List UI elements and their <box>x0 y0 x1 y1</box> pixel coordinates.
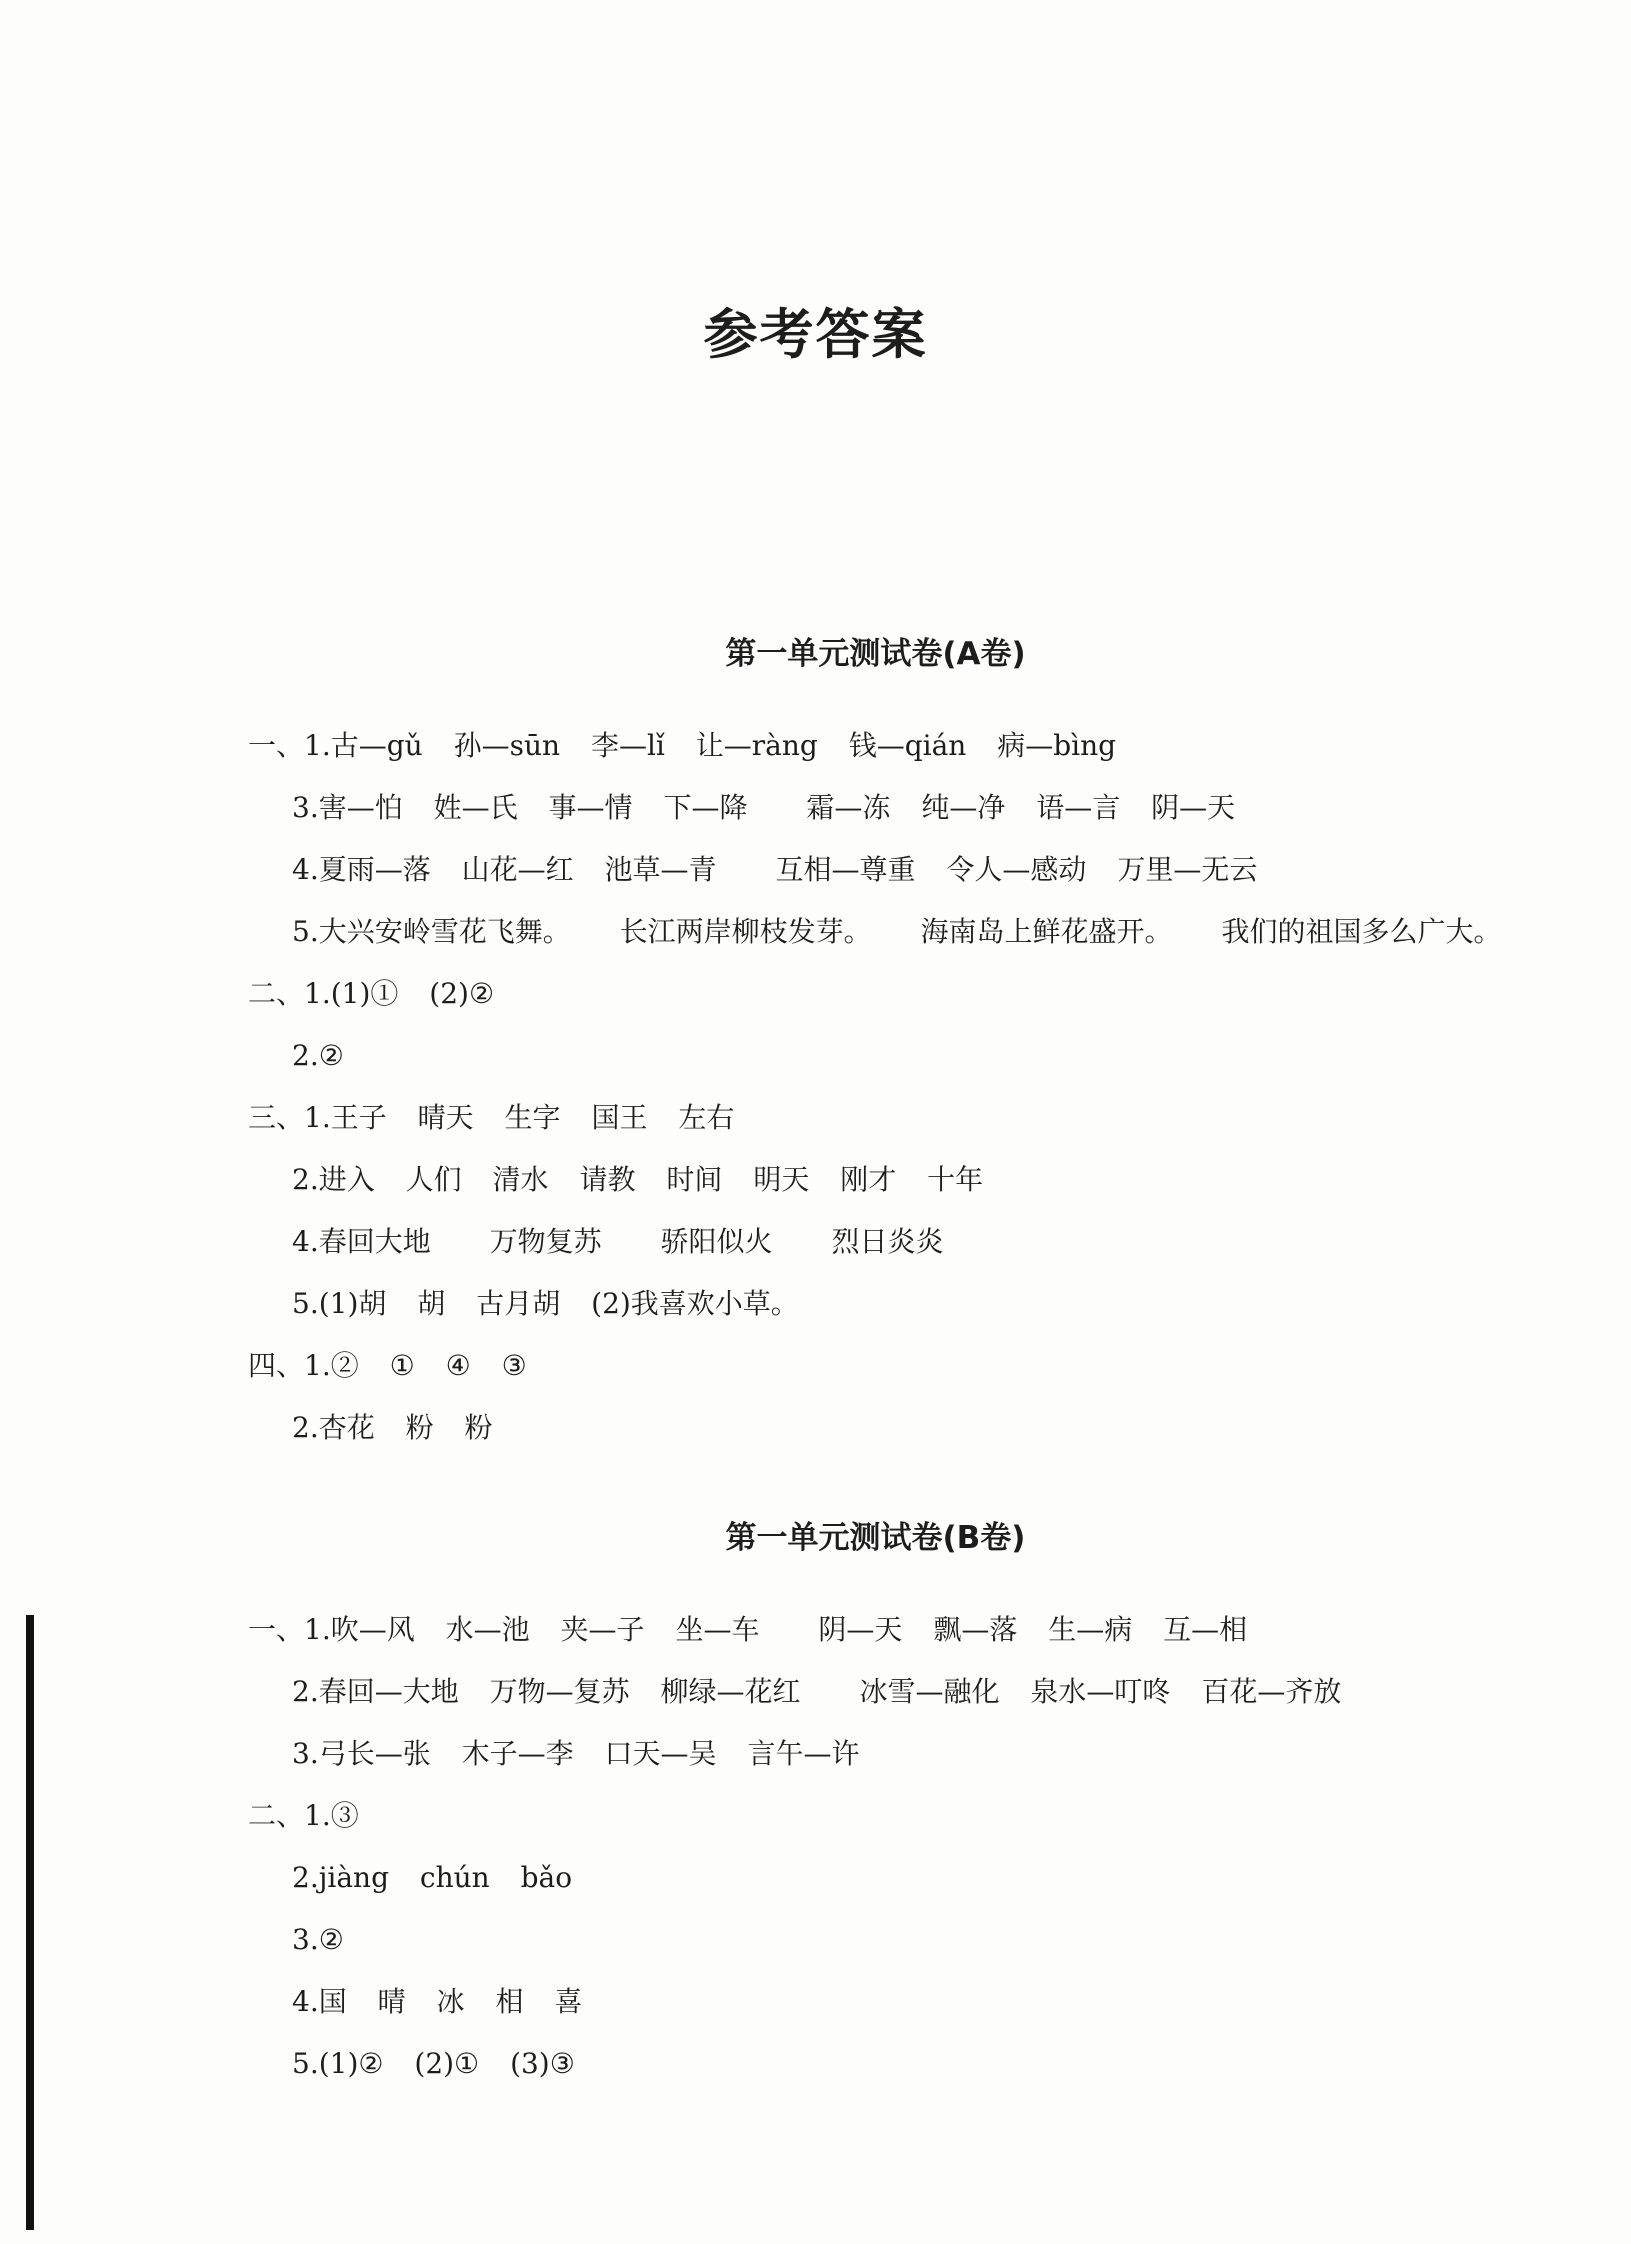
answer-item: 3.害—怕 <box>292 791 403 824</box>
answer-item: 一、1.吹—风 <box>248 1613 415 1646</box>
answer-item: 粉 <box>464 1411 493 1444</box>
answer-item: chún <box>419 1861 490 1894</box>
answer-item: 阴—天 <box>1151 791 1236 824</box>
answer-item: 晴 <box>377 1985 406 2018</box>
answer-item: 万物复苏 <box>489 1225 602 1258</box>
answer-item: 泉水—叮咚 <box>1030 1675 1171 1708</box>
answer-item: 刚才 <box>840 1163 897 1196</box>
answer-item: 下—降 <box>663 791 748 824</box>
answer-item: 我们的祖国多么广大。 <box>1221 915 1502 948</box>
answer-item: 一、1.古—gǔ <box>248 729 423 762</box>
answer-line-a-8 <box>292 1163 1005 1196</box>
answer-item: 4.春回大地 <box>292 1225 431 1258</box>
answer-line-b-6 <box>292 1923 366 1956</box>
answer-line-a-12 <box>292 1411 515 1444</box>
answer-item: 请教 <box>579 1163 636 1196</box>
answer-item: 长江两岸柳枝发芽。 <box>619 915 872 948</box>
answer-item: 万里—无云 <box>1117 853 1258 886</box>
answer-item: 烈日炎炎 <box>831 1225 944 1258</box>
answer-item: 四、1.② <box>248 1349 359 1382</box>
answer-item: 骄阳似火 <box>660 1225 773 1258</box>
answer-item: 阴—天 <box>818 1613 903 1646</box>
answer-line-a-10 <box>292 1287 821 1320</box>
answer-item: 喜 <box>554 1985 583 2018</box>
answer-item: 十年 <box>927 1163 984 1196</box>
answer-line-b-2 <box>292 1675 1363 1708</box>
answer-item: (2)我喜欢小草。 <box>591 1287 799 1320</box>
answer-item: 池草—青 <box>604 853 717 886</box>
answer-item: 百花—齐放 <box>1201 1675 1342 1708</box>
answer-item: 二、1.(1)① <box>248 977 399 1010</box>
answer-item: 相 <box>495 1985 524 2018</box>
answer-item: 2.春回—大地 <box>292 1675 459 1708</box>
answer-line-a-11 <box>248 1349 549 1382</box>
answer-line-a-9 <box>292 1225 965 1258</box>
answer-item: 万物—复苏 <box>489 1675 630 1708</box>
answer-item: 钱—qián <box>848 729 967 762</box>
answer-item: ④ <box>445 1349 471 1382</box>
answer-item: 2.杏花 <box>292 1411 375 1444</box>
answer-item: 4.国 <box>292 1985 347 2018</box>
answer-item: 姓—氏 <box>433 791 518 824</box>
answer-item: 生—病 <box>1048 1613 1133 1646</box>
answer-item: (2)② <box>429 977 495 1010</box>
answer-item: ① <box>389 1349 415 1382</box>
answer-item: 木子—李 <box>461 1737 574 1770</box>
answer-item: 山花—红 <box>461 853 574 886</box>
answer-item: 令人—感动 <box>946 853 1087 886</box>
answer-item: 让—ràng <box>695 729 818 762</box>
answer-line-a-7 <box>248 1101 756 1134</box>
answer-item: 言午—许 <box>747 1737 860 1770</box>
answer-item: (3)③ <box>510 2047 575 2080</box>
answer-item: 人们 <box>405 1163 462 1196</box>
answer-item: 柳绿—花红 <box>660 1675 801 1708</box>
page-title: 参考答案 <box>703 302 928 366</box>
answer-item: 胡 <box>417 1287 446 1320</box>
answer-item: 左右 <box>678 1101 735 1134</box>
answer-item: 互—相 <box>1163 1613 1248 1646</box>
answer-item: 三、1.王子 <box>248 1101 387 1134</box>
answer-item: 坐—车 <box>675 1613 760 1646</box>
answer-item: 生字 <box>504 1101 561 1134</box>
answer-item: 时间 <box>666 1163 723 1196</box>
answer-item: 2.② <box>292 1039 344 1072</box>
answer-item: 水—池 <box>445 1613 530 1646</box>
answer-item: 明天 <box>753 1163 810 1196</box>
answer-item: 清水 <box>492 1163 549 1196</box>
answer-item: 互相—尊重 <box>775 853 916 886</box>
answer-item: 冰雪—融化 <box>859 1675 1000 1708</box>
answer-line-a-4 <box>292 915 1523 948</box>
answer-item: 冰 <box>436 1985 465 2018</box>
answer-item: 事—情 <box>548 791 633 824</box>
answer-line-b-3 <box>292 1737 881 1770</box>
answer-item: (2)① <box>414 2047 480 2080</box>
answer-line-a-5 <box>248 977 516 1010</box>
answer-line-a-6 <box>292 1039 366 1072</box>
answer-item: 5.(1)② <box>292 2047 384 2080</box>
answer-item: 2.jiàng <box>292 1861 390 1894</box>
answer-item: 李—lǐ <box>590 729 665 762</box>
answer-item: 海南岛上鲜花盛开。 <box>920 915 1173 948</box>
answer-item: 二、1.③ <box>248 1799 359 1832</box>
answer-line-a-1 <box>248 729 1138 762</box>
section-heading-b: 第一单元测试卷(B卷) <box>725 1520 1026 1556</box>
answer-item: 夹—子 <box>560 1613 645 1646</box>
answer-item: 霜—冻 <box>806 791 891 824</box>
answer-item: 孙—sūn <box>453 729 561 762</box>
answer-item: 3.弓长—张 <box>292 1737 431 1770</box>
answer-item: 粉 <box>405 1411 434 1444</box>
answer-item: 飘—落 <box>933 1613 1018 1646</box>
answer-item: 国王 <box>591 1101 648 1134</box>
answer-item: 2.进入 <box>292 1163 375 1196</box>
answer-item: 5.大兴安岭雪花飞舞。 <box>292 915 571 948</box>
scan-edge-shadow <box>26 1615 34 2230</box>
answer-item: 纯—净 <box>921 791 1006 824</box>
answer-line-b-1 <box>248 1613 1269 1646</box>
answer-item: 口天—吴 <box>604 1737 717 1770</box>
answer-item: 晴天 <box>417 1101 474 1134</box>
answer-line-b-7 <box>292 1985 604 2018</box>
answer-item: bǎo <box>520 1861 573 1894</box>
answer-item: 古月胡 <box>476 1287 561 1320</box>
answer-item: 语—言 <box>1036 791 1121 824</box>
answer-line-b-5 <box>292 1861 594 1894</box>
answer-item: 3.② <box>292 1923 344 1956</box>
answer-line-a-2 <box>292 791 1257 824</box>
section-heading-a: 第一单元测试卷(A卷) <box>725 636 1026 672</box>
answer-line-a-3 <box>292 853 1279 886</box>
answer-item: 病—bìng <box>997 729 1117 762</box>
answer-item: 4.夏雨—落 <box>292 853 431 886</box>
answer-item: ③ <box>501 1349 527 1382</box>
answer-item: 5.(1)胡 <box>292 1287 387 1320</box>
answer-line-b-4 <box>248 1799 381 1832</box>
answer-line-b-8 <box>292 2047 597 2080</box>
